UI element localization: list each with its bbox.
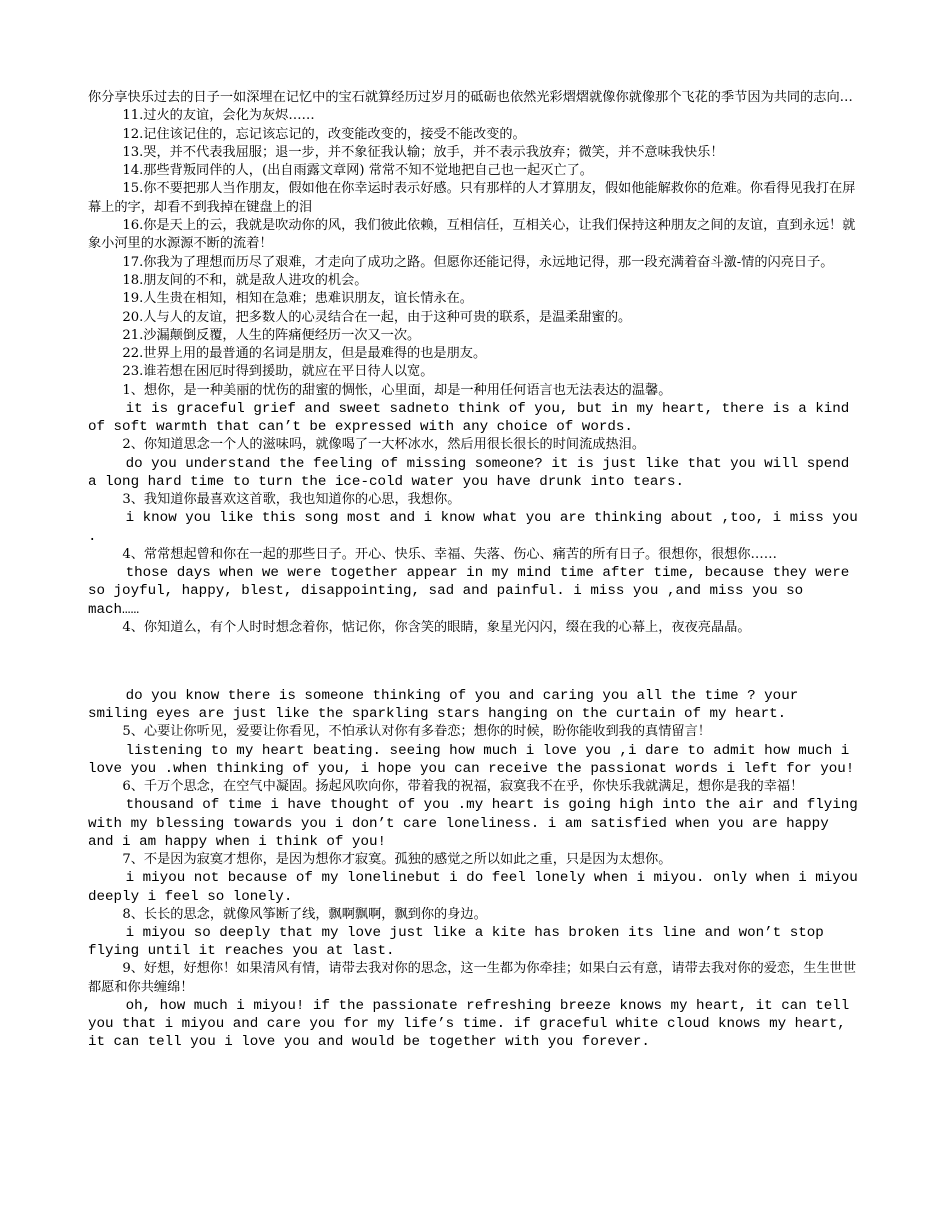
chinese-paragraph: 19.人生贵在相知，相知在急难；患难识朋友，谊长情永在。 <box>122 291 473 307</box>
chinese-paragraph: 2、你知道思念一个人的滋味吗，就像喝了一大杯冰水，然后用很长很长的时间流成热泪。 <box>122 437 646 453</box>
chinese-paragraph: 15.你不要把那人当作朋友，假如他在你幸运时表示好感。只有那样的人才算朋友，假如他能解救你的危难。你看得见我打在屏幕上的字，却看不到我掉在键盘上的泪 <box>88 181 856 215</box>
chinese-paragraph: 11.过火的友谊，会化为灰烬…… <box>122 108 315 124</box>
chinese-paragraph: 5、心要让你听见，爱要让你看见，不怕承认对你有多眷恋；想你的时候，盼你能收到我的真情留言！ <box>122 724 711 740</box>
chinese-paragraph: 4、常常想起曾和你在一起的那些日子。开心、快乐、幸福、失落、伤心、痛苦的所有日子。很想你，很想你…… <box>122 546 777 562</box>
chinese-paragraph: 你分享快乐过去的日子一如深埋在记忆中的宝石就算经历过岁月的砥砺也依然光彩熠熠就像你就像那个飞花的季节因为共同的志向… <box>88 90 853 105</box>
chinese-paragraph: 7、不是因为寂寞才想你，是因为想你才寂寞。孤独的感觉之所以如此之重，只是因为太想你。 <box>122 852 672 868</box>
english-paragraph: i miyou so deeply that my love just like a kite has broken its line and won’t stop flying until it reaches you at last. <box>88 925 824 960</box>
chinese-paragraph: 20.人与人的友谊，把多数人的心灵结合在一起，由于这种可贵的联系，是温柔甜蜜的。 <box>122 309 632 325</box>
blank-line <box>88 653 862 671</box>
chinese-paragraph: 1、想你，是一种美丽的忧伤的甜蜜的惆怅，心里面，却是一种用任何语言也无法表达的温馨。 <box>122 382 672 398</box>
english-paragraph: oh, how much i miyou! if the passionate refreshing breeze knows my heart, it can tell you that i miyou and care you for my life’s time. if graceful white cloud knows my heart, it can tell you i love you and would be together with you forever. <box>88 998 850 1051</box>
english-paragraph: do you understand the feeling of missing someone? it is just like that you will spend a long hard time to turn the ice-cold water you have drunk into tears. <box>88 455 850 490</box>
chinese-paragraph: 8、长长的思念，就像风筝断了线，飘啊飘啊，飘到你的身边。 <box>122 906 487 922</box>
english-paragraph: i know you like this song most and i know what you are thinking about ,too, i miss you . <box>88 510 858 545</box>
chinese-paragraph: 3、我知道你最喜欢这首歌，我也知道你的心思，我想你。 <box>122 492 461 508</box>
chinese-paragraph: 18.朋友间的不和，就是敌人进攻的机会。 <box>122 272 368 288</box>
english-paragraph: do you know there is someone thinking of you and caring you all the time ? your smiling eyes are just like the sparkling stars hanging on the curtain of my heart. <box>88 688 799 723</box>
english-paragraph: those days when we were together appear in my mind time after time, because they were so joyful, happy, blest, disappointing, sad and painful. i miss you ,and miss you so mach…… <box>88 565 850 618</box>
chinese-paragraph: 17.你我为了理想而历尽了艰难，才走向了成功之路。但愿你还能记得，永远地记得，那一段充满着奋斗激-情的闪亮日子。 <box>122 254 834 270</box>
chinese-paragraph: 9、好想，好想你！如果清风有情，请带去我对你的思念，这一生都为你牵挂；如果白云有意，请带去我对你的爱恋，生生世世都愿和你共缠绵！ <box>88 961 857 995</box>
chinese-paragraph: 4、你知道么，有个人时时想念着你，惦记你，你含笑的眼睛，象星光闪闪，缀在我的心幕上，夜夜亮晶晶。 <box>122 619 751 635</box>
chinese-paragraph: 22.世界上用的最普通的名词是朋友，但是最难得的也是朋友。 <box>122 346 487 362</box>
english-paragraph: i miyou not because of my lonelinebut i do feel lonely when i miyou. only when i miyou deeply i feel so lonely. <box>88 870 858 905</box>
chinese-paragraph: 23.谁若想在困厄时得到援助，就应在平日待人以宽。 <box>122 364 434 380</box>
english-paragraph: it is graceful grief and sweet sadneto think of you, but in my heart, there is a kind of soft warmth that can’t be expressed with any choice of words. <box>88 401 850 436</box>
chinese-paragraph: 16.你是天上的云，我就是吹动你的风，我们彼此依赖，互相信任，互相关心，让我们保持这种朋友之间的友谊，直到永远！就象小河里的水源源不断的流着！ <box>88 218 856 252</box>
chinese-paragraph: 14.那些背叛同伴的人，(出自雨露文章网) 常常不知不觉地把自己也一起灭亡了。 <box>122 163 593 179</box>
chinese-paragraph: 6、千万个思念，在空气中凝固。扬起风吹向你，带着我的祝福，寂寞我不在乎，你快乐我就满足，想你是我的幸福！ <box>122 779 804 795</box>
english-paragraph: thousand of time i have thought of you .my heart is going high into the air and flying with my blessing towards you i don’t care loneliness. i am satisfied when you are happy and i am happy when i think of you! <box>88 797 858 850</box>
chinese-paragraph: 21.沙漏颠倒反覆，人生的阵痛便经历一次又一次。 <box>122 327 421 343</box>
english-paragraph: listening to my heart beating. seeing how much i love you ,i dare to admit how much i love you .when thinking of you, i hope you can receive the passionat words i left for you! <box>88 742 855 777</box>
chinese-paragraph: 13.哭，并不代表我屈服；退一步，并不象征我认输；放手，并不表示我放弃；微笑，并不意味我快乐！ <box>122 144 724 160</box>
chinese-paragraph: 12.记住该记住的，忘记该忘记的，改变能改变的，接受不能改变的。 <box>122 126 526 142</box>
